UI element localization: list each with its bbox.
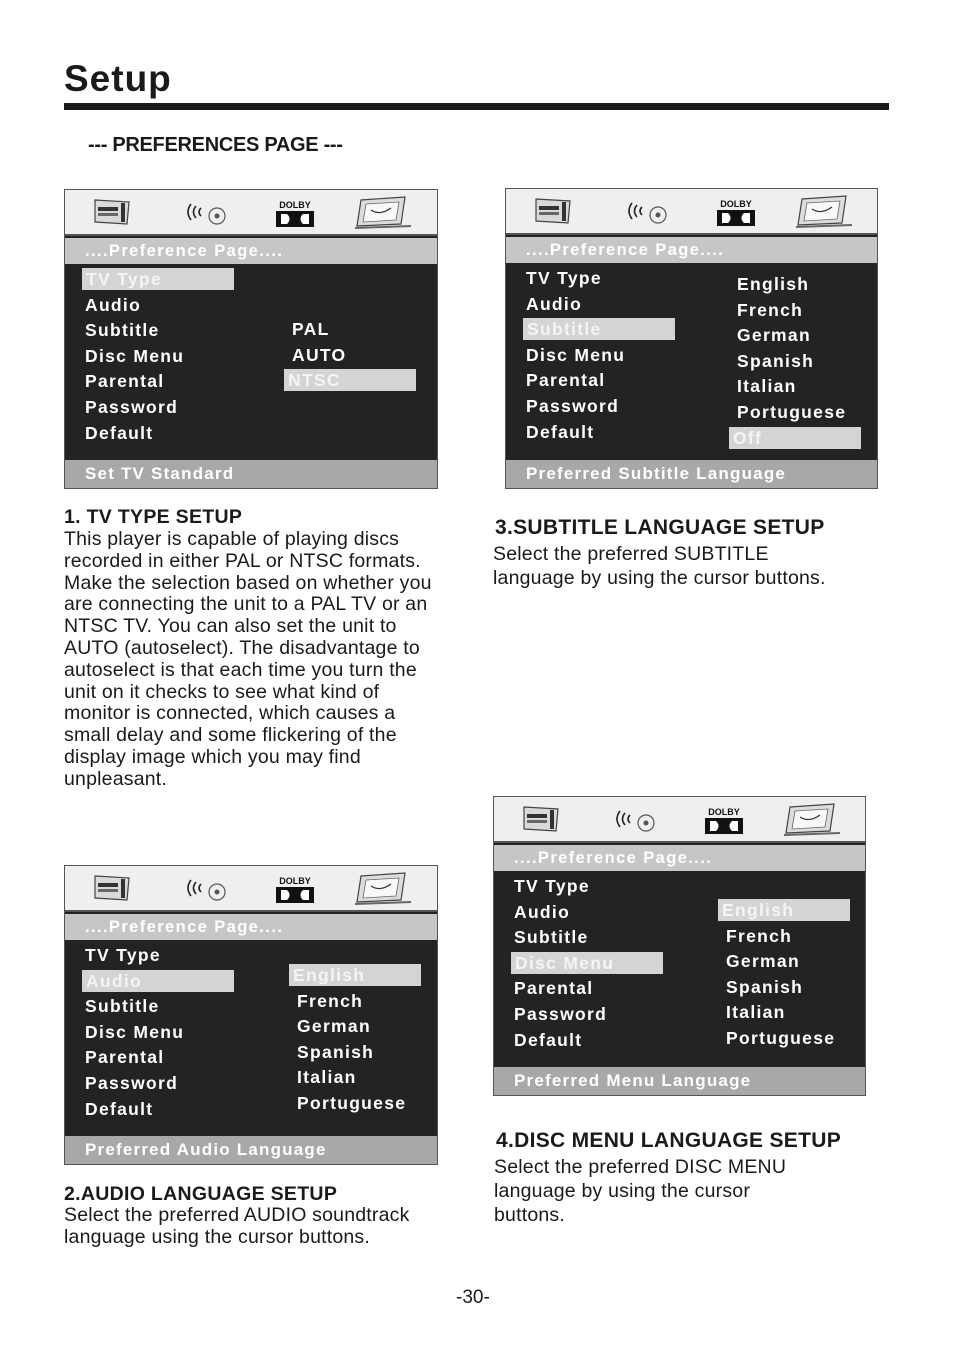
osd-icon-bar bbox=[506, 189, 877, 235]
tv-monitor-icon bbox=[784, 804, 840, 835]
osd-footer: Preferred Audio Language bbox=[65, 1136, 437, 1164]
osd-menu-item[interactable]: Default bbox=[514, 1029, 583, 1050]
caption-line: NTSC TV. You can also set the unit to bbox=[64, 615, 397, 638]
dolby-logo-icon bbox=[276, 200, 314, 227]
osd-screen-subtitle bbox=[505, 188, 878, 489]
osd-menu-item[interactable]: Default bbox=[85, 422, 154, 443]
svg-text:DOLBY: DOLBY bbox=[708, 807, 740, 817]
speaker-panel-icon bbox=[536, 199, 570, 223]
caption-line: AUTO (autoselect). The disadvantage to bbox=[64, 636, 420, 659]
osd-screen-audio bbox=[64, 865, 438, 1165]
osd-menu-item[interactable]: TV Type bbox=[526, 268, 602, 288]
osd-option-item[interactable]: Off bbox=[729, 427, 861, 449]
osd-option-item[interactable]: German bbox=[297, 1016, 371, 1037]
title-rule bbox=[64, 103, 889, 110]
caption-text-subtitle bbox=[493, 542, 893, 590]
osd-option-item[interactable]: Italian bbox=[737, 376, 797, 397]
speaker-panel-icon bbox=[524, 807, 558, 831]
caption-line: Select the preferred AUDIO soundtrack bbox=[64, 1204, 410, 1226]
caption-text-audio bbox=[64, 1205, 484, 1249]
osd-footer: Preferred Menu Language bbox=[494, 1067, 865, 1095]
osd-menu-item[interactable]: Audio bbox=[514, 901, 571, 922]
osd-icon-strip bbox=[494, 797, 866, 841]
osd-footer: Set TV Standard bbox=[65, 460, 437, 488]
caption-line: buttons. bbox=[494, 1204, 565, 1226]
osd-option-item[interactable]: Italian bbox=[297, 1067, 357, 1088]
osd-menu-item[interactable]: Disc Menu bbox=[511, 952, 663, 974]
osd-option-item[interactable]: PAL bbox=[292, 319, 330, 339]
speaker-panel-icon bbox=[95, 876, 129, 900]
osd-icon-strip bbox=[65, 190, 437, 234]
osd-menu-item[interactable]: Parental bbox=[526, 370, 606, 391]
osd-menu-item[interactable]: TV Type bbox=[514, 876, 590, 896]
caption-line: Select the preferred DISC MENU bbox=[494, 1156, 787, 1178]
osd-header: ....Preference Page.... bbox=[65, 914, 437, 940]
caption-line: autoselect is that each time you turn the bbox=[64, 658, 417, 681]
sound-wave-icon bbox=[188, 204, 225, 224]
osd-option-item[interactable]: NTSC bbox=[284, 369, 416, 391]
osd-menu-item[interactable]: Subtitle bbox=[514, 927, 589, 948]
osd-footer: Preferred Subtitle Language bbox=[506, 460, 877, 488]
osd-menu-item[interactable]: Default bbox=[526, 421, 595, 442]
osd-screen-disc-menu bbox=[493, 796, 866, 1096]
caption-line: recorded in either PAL or NTSC formats. bbox=[64, 549, 421, 572]
osd-option-item[interactable]: Portuguese bbox=[726, 1028, 836, 1048]
osd-option-item[interactable]: French bbox=[737, 299, 804, 320]
caption-text-disc-menu bbox=[494, 1155, 894, 1227]
osd-option-item[interactable]: Spanish bbox=[726, 976, 804, 997]
page-number: -30- bbox=[456, 1287, 490, 1308]
osd-option-item[interactable]: French bbox=[297, 990, 364, 1011]
osd-menu-item[interactable]: Subtitle bbox=[85, 996, 160, 1017]
tv-monitor-icon bbox=[796, 196, 852, 227]
osd-icon-strip bbox=[65, 866, 437, 910]
osd-menu-item[interactable]: Password bbox=[85, 1073, 179, 1093]
osd-header: ....Preference Page.... bbox=[65, 238, 437, 264]
speaker-panel-icon bbox=[95, 200, 129, 224]
osd-option-item[interactable]: English bbox=[718, 899, 850, 921]
osd-menu-body bbox=[65, 940, 437, 1136]
caption-heading-tv-type: 1. TV TYPE SETUP bbox=[64, 506, 243, 528]
osd-icon-bar bbox=[65, 190, 437, 236]
caption-line: unpleasant. bbox=[64, 767, 168, 790]
caption-line: small delay and some flickering of the bbox=[64, 724, 397, 747]
sound-wave-icon bbox=[617, 811, 654, 831]
osd-option-item[interactable]: Portuguese bbox=[297, 1093, 407, 1113]
osd-menu-item[interactable]: Parental bbox=[85, 1047, 165, 1068]
caption-line: monitor is connected, which causes a bbox=[64, 702, 396, 725]
osd-menu-item[interactable]: TV Type bbox=[82, 268, 234, 290]
osd-option-item[interactable]: English bbox=[289, 964, 421, 986]
osd-option-item[interactable]: AUTO bbox=[292, 344, 347, 365]
caption-heading-subtitle: 3.SUBTITLE LANGUAGE SETUP bbox=[495, 516, 825, 539]
osd-menu-item[interactable]: Subtitle bbox=[523, 318, 675, 340]
osd-option-item[interactable]: Portuguese bbox=[737, 402, 847, 422]
osd-option-item[interactable]: Spanish bbox=[297, 1041, 375, 1062]
caption-heading-audio: 2.AUDIO LANGUAGE SETUP bbox=[64, 1183, 338, 1205]
caption-line: unit on it checks to see what kind of bbox=[64, 680, 380, 703]
caption-line: are connecting the unit to a PAL TV or an bbox=[64, 593, 428, 616]
osd-menu-item[interactable]: TV Type bbox=[85, 945, 161, 965]
caption-line: language using the cursor buttons. bbox=[64, 1225, 371, 1248]
osd-menu-body bbox=[506, 263, 877, 459]
dolby-logo-icon bbox=[717, 199, 755, 226]
osd-menu-item[interactable]: Audio bbox=[85, 294, 142, 315]
caption-line: display image which you may find bbox=[64, 745, 361, 768]
osd-menu-item[interactable]: Audio bbox=[526, 293, 583, 314]
caption-line: Select the preferred SUBTITLE bbox=[493, 543, 769, 565]
osd-menu-item[interactable]: Parental bbox=[85, 371, 165, 392]
dolby-logo-icon bbox=[276, 876, 314, 903]
osd-menu-item[interactable]: Subtitle bbox=[85, 320, 160, 341]
osd-header: ....Preference Page.... bbox=[494, 845, 865, 871]
osd-menu-item[interactable]: Disc Menu bbox=[85, 345, 185, 366]
tv-monitor-icon bbox=[355, 873, 411, 904]
osd-menu-item[interactable]: Password bbox=[514, 1004, 608, 1024]
dolby-logo-icon bbox=[705, 807, 743, 834]
svg-text:DOLBY: DOLBY bbox=[279, 200, 311, 210]
osd-icon-bar bbox=[494, 797, 865, 843]
osd-option-item[interactable]: Spanish bbox=[737, 350, 815, 371]
osd-option-item[interactable]: English bbox=[737, 274, 810, 294]
osd-header: ....Preference Page.... bbox=[506, 237, 877, 263]
caption-line: This player is capable of playing discs bbox=[64, 528, 400, 550]
svg-text:DOLBY: DOLBY bbox=[279, 876, 311, 886]
osd-menu-item[interactable]: Disc Menu bbox=[85, 1021, 185, 1042]
osd-icon-strip bbox=[506, 189, 878, 233]
caption-line: language by using the cursor buttons. bbox=[493, 567, 826, 589]
osd-option-item[interactable]: Italian bbox=[726, 1002, 786, 1023]
osd-menu-item[interactable]: Default bbox=[85, 1098, 154, 1119]
osd-menu-item[interactable]: Audio bbox=[82, 970, 234, 992]
osd-menu-item[interactable]: Password bbox=[526, 396, 620, 416]
osd-option-item[interactable]: German bbox=[726, 951, 800, 972]
sound-wave-icon bbox=[188, 880, 225, 900]
section-heading: --- PREFERENCES PAGE --- bbox=[88, 134, 343, 156]
tv-monitor-icon bbox=[355, 197, 411, 228]
osd-menu-item[interactable]: Disc Menu bbox=[526, 344, 626, 365]
osd-menu-item[interactable]: Password bbox=[85, 397, 179, 417]
osd-menu-item[interactable]: Parental bbox=[514, 978, 594, 999]
sound-wave-icon bbox=[629, 203, 666, 223]
osd-screen-tv-type bbox=[64, 189, 438, 489]
osd-option-item[interactable]: French bbox=[726, 925, 793, 946]
caption-line: Make the selection based on whether you bbox=[64, 571, 432, 594]
osd-menu-body bbox=[494, 871, 865, 1067]
osd-option-item[interactable]: German bbox=[737, 325, 811, 346]
page-title: Setup bbox=[64, 58, 172, 99]
osd-menu-body bbox=[65, 264, 437, 460]
osd-icon-bar bbox=[65, 866, 437, 912]
caption-line: language by using the cursor bbox=[494, 1180, 751, 1202]
svg-text:DOLBY: DOLBY bbox=[720, 199, 752, 209]
caption-heading-disc-menu: 4.DISC MENU LANGUAGE SETUP bbox=[496, 1129, 841, 1152]
caption-text-tv-type bbox=[64, 529, 484, 791]
